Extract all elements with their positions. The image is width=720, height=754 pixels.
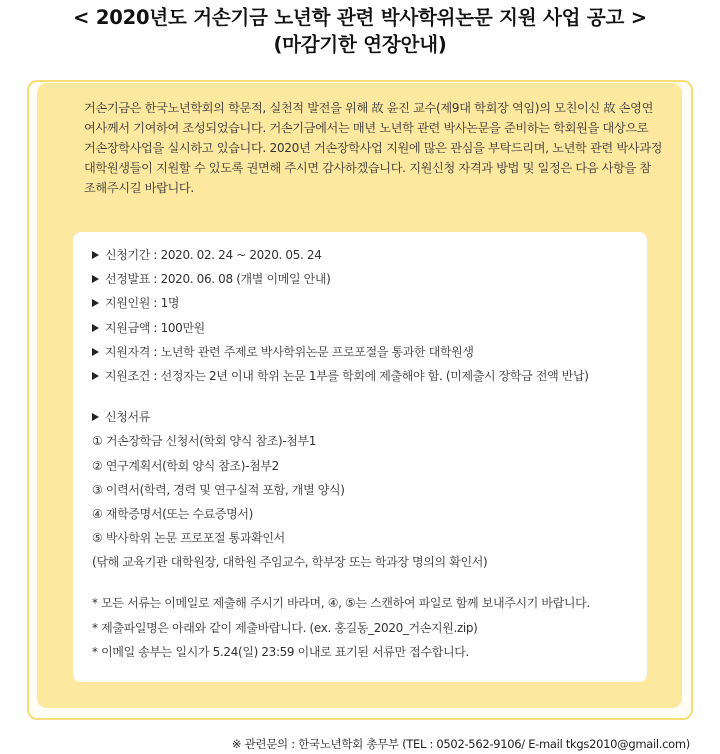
bullet-triangle-icon — [92, 299, 99, 307]
detail-text: 지원금액 : 100만원 — [105, 320, 205, 335]
bullet-triangle-icon — [92, 275, 99, 283]
page-title — [0, 4, 720, 58]
detail-item-amount — [92, 316, 637, 340]
bullet-triangle-icon — [92, 413, 99, 421]
document-item: ④ 재학증명서(또는 수료증명서) — [92, 506, 253, 521]
document-item: ③ 이력서(학력, 경력 및 연구실적 포함, 개별 양식) — [92, 482, 345, 497]
detail-text: 지원조건 : 선정자는 2년 이내 학위 논문 1부를 학회에 제출해야 함. (미제출시 장학금 전액 반납) — [105, 368, 589, 383]
documents-heading-text: 신청서류 — [105, 410, 150, 425]
document-item: ② 연구계획서(학회 양식 참조)-첨부2 — [92, 458, 279, 473]
details-list — [92, 243, 637, 664]
title-line-2: (마감기한 연장안내) — [273, 33, 447, 56]
bullet-triangle-icon — [92, 251, 99, 259]
detail-item-conditions — [92, 364, 637, 388]
intro-line: 대학원생들이 지원할 수 있도록 권면해 주시면 감사하겠습니다. 지원신청 자격과 방법 및 일정은 다음 사항을 참 — [84, 161, 651, 175]
detail-item-announcement — [92, 267, 637, 291]
documents-heading — [92, 405, 637, 429]
detail-item-eligibility — [92, 340, 637, 364]
detail-text: 신청기간 : 2020. 02. 24 ~ 2020. 05. 24 — [105, 248, 322, 262]
intro-paragraph — [84, 98, 684, 198]
intro-line: 거손장학사업을 실시하고 있습니다. 2020년 거손장학사업 지원에 많은 관심을 부탁드리며, 노년학 관련 박사과정 — [84, 141, 663, 155]
intro-line: 여사께서 기여하여 조성되었습니다. 거손기금에서는 매년 노년학 관련 박사논문을 준비하는 학회원을 대상으로 — [84, 121, 649, 135]
detail-text: 지원인원 : 1명 — [105, 296, 180, 311]
note-item: * 제출파일명은 아래와 같이 제출바랍니다. (ex. 홍길동_2020_거손지원.zip) — [92, 620, 478, 635]
intro-line: 조해주시길 바랍니다. — [84, 181, 194, 195]
detail-text: 선정발표 : 2020. 06. 08 (개별 이메일 안내) — [105, 272, 331, 287]
document-item: ⑤ 박사학위 논문 프로포절 통과확인서 — [92, 531, 285, 546]
bullet-triangle-icon — [92, 324, 99, 332]
intro-line: 거손기금은 한국노년학회의 학문적, 실천적 발전을 위해 故 윤진 교수(제9대 학회장 역임)의 모친이신 故 손영연 — [84, 101, 653, 115]
document-item: ① 거손장학금 신청서(학회 양식 참조)-첨부1 — [92, 434, 317, 449]
bullet-triangle-icon — [92, 372, 99, 380]
note-item: * 모든 서류는 이메일로 제출해 주시기 바라며, ④, ⑤는 스캔하여 파일로 함께 보내주시기 바랍니다. — [92, 596, 590, 611]
detail-item-headcount — [92, 291, 637, 315]
bullet-triangle-icon — [92, 348, 99, 356]
detail-text: 지원자격 : 노년학 관련 주제로 박사학위논문 프로포절을 통과한 대학원생 — [105, 344, 474, 359]
note-item: * 이메일 송부는 일시가 5.24(일) 23:59 이내로 표기된 서류만 접수합니다. — [92, 644, 469, 659]
document-item-note: (닦해 교육기관 대학원장, 대학원 주임교수, 학부장 또는 학과장 명의의 확인서) — [92, 555, 488, 570]
contact-footer: ※ 관련문의 : 한국노년학회 총무부 (TEL : 0502-562-9106/ E-mail tkgs2010@gmail.com) — [231, 737, 690, 751]
detail-item-period — [92, 243, 637, 267]
title-line-1: < 2020년도 거손기금 노년학 관련 박사학위논문 지원 사업 공고 > — [73, 6, 647, 29]
